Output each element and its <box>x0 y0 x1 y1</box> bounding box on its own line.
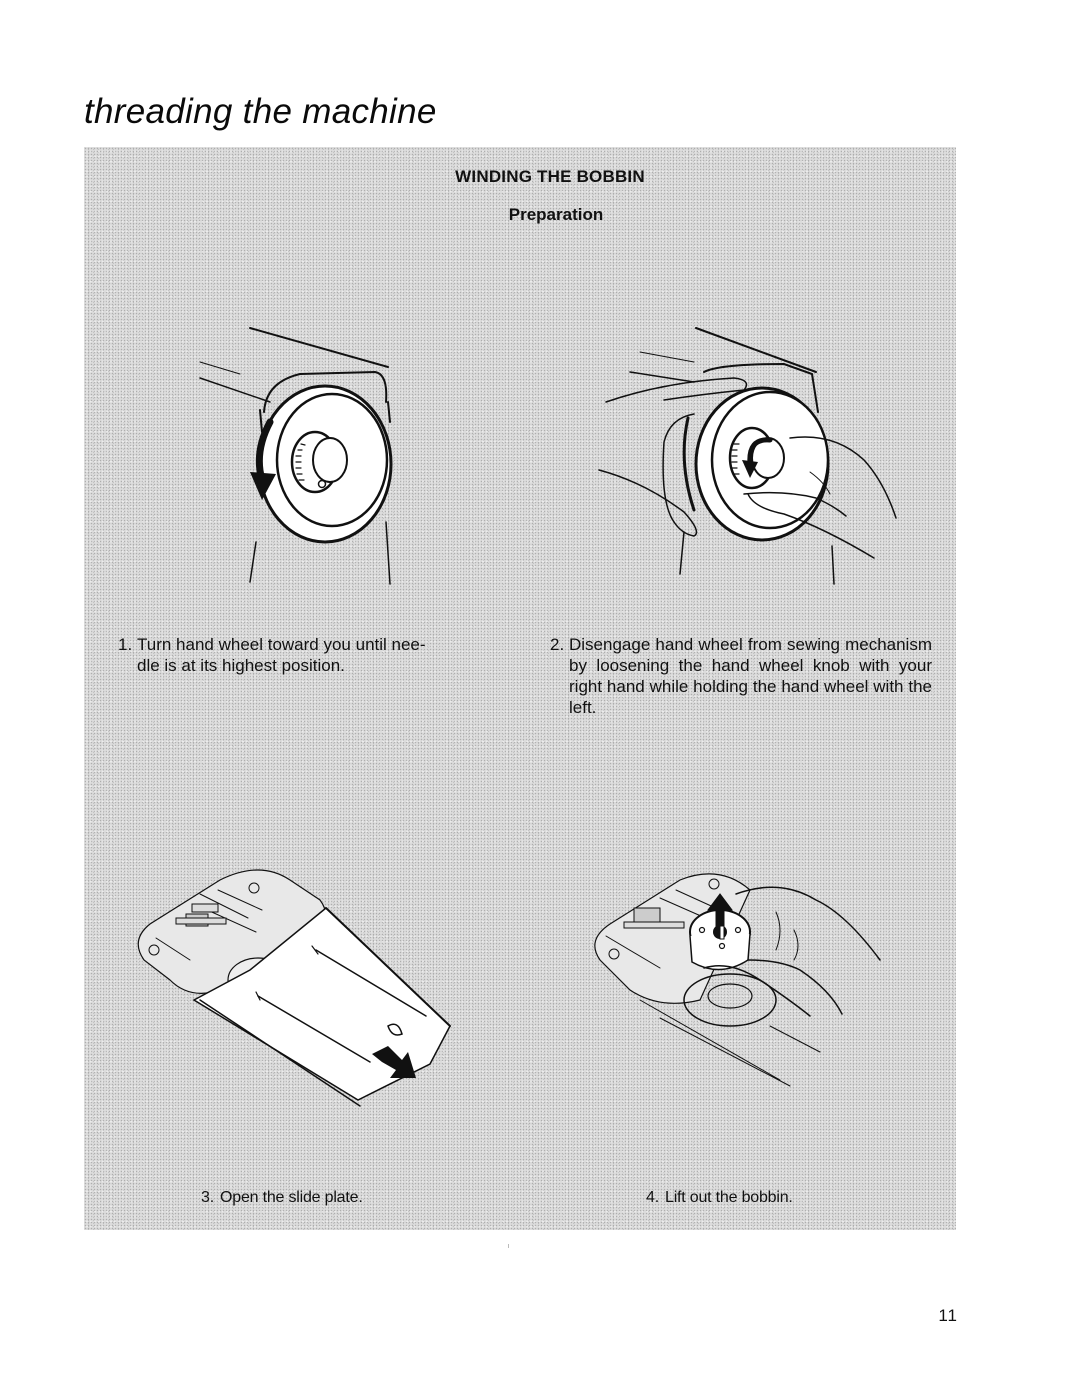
illustration-hand-wheel-turn <box>180 322 440 602</box>
instruction-panel <box>84 147 956 1230</box>
step-3 <box>201 1187 501 1208</box>
page-title: threading the machine <box>84 92 437 131</box>
step-number: 4. <box>646 1189 659 1206</box>
illustration-loosen-knob <box>584 322 924 602</box>
step-number: 1. <box>118 635 133 654</box>
step-text: Lift out the bobbin. <box>665 1189 793 1206</box>
sub-heading: Preparation <box>508 205 604 224</box>
page-number: 11 <box>938 1306 958 1325</box>
scan-speck <box>508 1244 509 1248</box>
section-heading: WINDING THE BOBBIN <box>455 167 645 186</box>
step-number: 2. <box>550 635 565 654</box>
step-text-line-2: dle is at its highest position. <box>137 656 345 675</box>
step-text: Disengage hand wheel from sewing mechanism by loosening the hand wheel knob with your right hand while holding the hand wheel with the left. <box>569 635 932 717</box>
illustration-open-slide-plate <box>130 850 460 1110</box>
illustration-lift-out-bobbin <box>580 850 920 1110</box>
step-number: 3. <box>201 1189 214 1206</box>
step-4 <box>646 1187 946 1208</box>
step-text: Open the slide plate. <box>220 1189 363 1206</box>
step-2 <box>550 634 932 718</box>
step-1 <box>118 634 510 676</box>
step-text-line-1: Turn hand wheel toward you until nee- <box>137 635 426 654</box>
